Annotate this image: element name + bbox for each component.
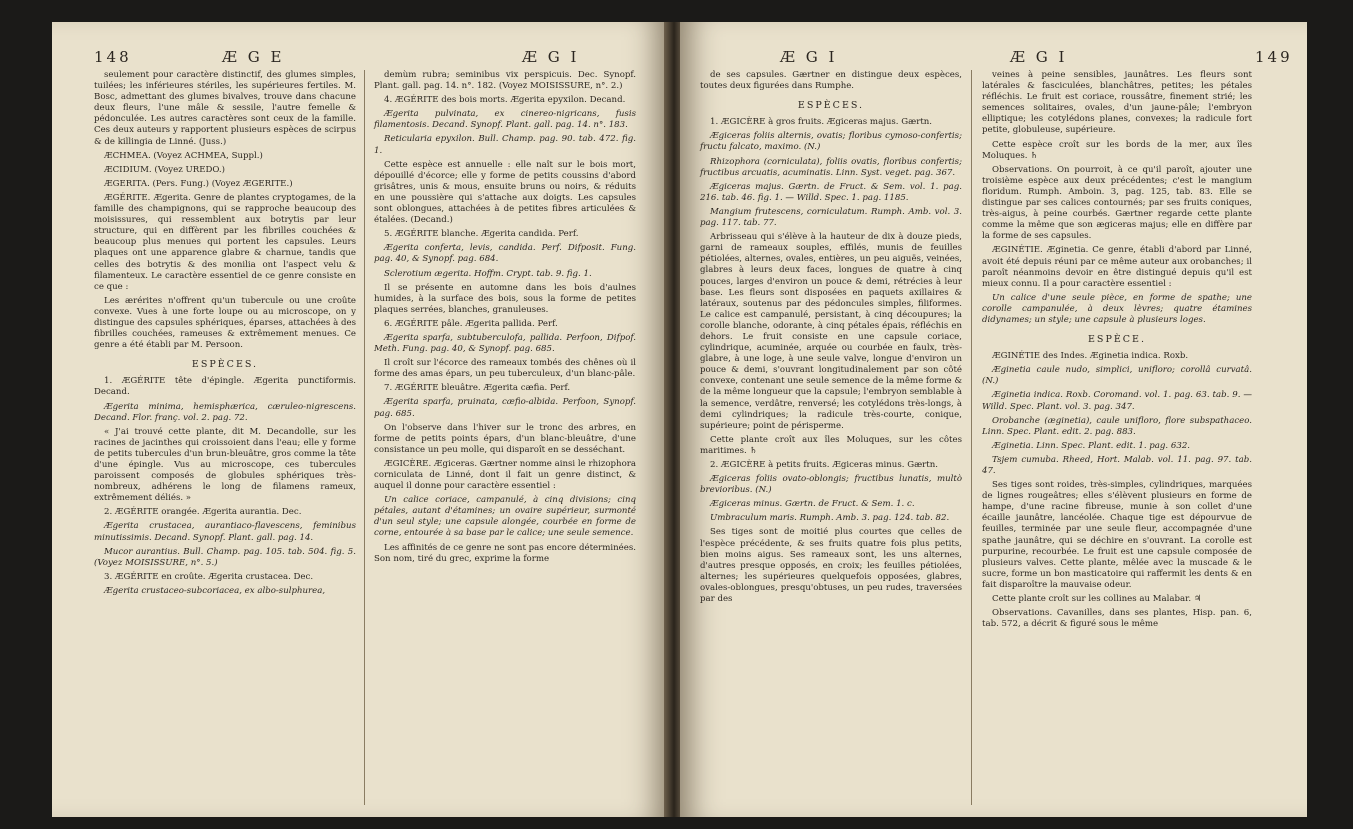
paragraph: ÆGÉRITE. Ægerita. Genre de plantes cryptogames, de la famille des champignons, qui se rapproche beaucoup des moisissures, qui ressemblent aux botrytis par leur structure, qui en diffèrent par les fibrilles couchées & beaucoup plus menues qui portent les capsules. Leurs plaques ont une apparence glabre & charnue, tandis que celles des botrytis & des monilia ont l'aspect velu & filamenteux. Le caractère essentiel de ce genre consiste en ce que : [94, 192, 356, 292]
column-rule [364, 70, 365, 805]
paragraph: Cette plante croît sur les collines au Malabar. ♃ [992, 594, 1202, 605]
paragraph: Ægiceras foliis alternis, ovatis; floribus cymoso-confertis; fructu falcato, maximo. (N.) [700, 131, 962, 153]
paragraph: Arbrisseau qui s'élève à la hauteur de dix à douze pieds, garni de rameaux souples, effilés, munis de feuilles pétiolées, alternes, ovales, entières, un peu aiguës, veinées, glabres à leurs deux faces, longues de quatre à cinq pouces, larges d'environ un pouce & demi, rétrécies à leur base. Les fleurs sont disposées en paquets axillaires & latéraux, soutenus par des pédoncules simples, filiformes. Le calice est campanulé, persistant, à cinq découpures; la corolle blanche, odorante, à cinq pétales épais, réfléchis en dehors. Le fruit consiste en une capsule coriace, cylindrique, acuminée, arquée ou courbée en faulx, très-glabre, à une loge, à une seule valve, longue d'environ un pouce & demi, s'ouvrant longitudinalement par son côté convexe, contenant une seule semence de la même forme & de la même longueur que la capsule; l'embryon semblable à la semence, verdâtre, renversé; les cotylédons très-longs, à demi cylindriques; la radicule très-courte, conique, supérieure; point de périsperme. [700, 232, 962, 431]
paragraph: Ægiceras minus. Gærtn. de Fruct. & Sem. 1. c. [710, 499, 915, 510]
paragraph: Observations. On pourroit, à ce qu'il paroît, ajouter une troisième espèce aux deux précédentes; c'est le mangium floridum. Rumph. Amboin. 3, pag. 125, tab. 83. Elle se distingue par ses calices contournés; par ses fruits coniques, très-aigus, à peine courbés. Gærtner regarde cette plante comme la même que son ægiceras majus; elle en diffère par la forme de ses capsules. [982, 164, 1252, 242]
right-column-2 [982, 70, 1252, 633]
paragraph: 3. ÆGÉRITE en croûte. Ægerita crustacea. Dec. [104, 571, 314, 582]
paragraph: Ægiceras majus. Gærtn. de Fruct. & Sem. vol. 1. pag. 216. tab. 46. fig. 1. — Willd. Spec. 1. pag. 1185. [700, 181, 962, 203]
paragraph: On l'observe dans l'hiver sur le tronc des arbres, en forme de petits points épars, d'un blanc-bleuâtre, d'une consistance un peu molle, qui disparoît en se desséchant. [374, 422, 636, 455]
paragraph: Rhizophora (corniculata), foliis ovatis, floribus confertis; fructibus arcuatis, acuminatis. Linn. Syst. veget. pag. 367. [700, 156, 962, 178]
paragraph: ÆGINÉTIE. Æginetia. Ce genre, établi d'abord par Linné, avoit été depuis réuni par ce même auteur aux orobanches; il paroît néanmoins devoir en être distingué depuis qu'il est mieux connu. Il a pour caractère essentiel : [982, 245, 1252, 289]
paragraph: Les affinités de ce genre ne sont pas encore déterminées. Son nom, tiré du grec, exprime la forme [374, 542, 636, 564]
left-header-left: Æ G E [222, 48, 285, 66]
paragraph: Ægerita conferta, levis, candida. Perf. Difposit. Fung. pag. 40, & Synopf. pag. 684. [374, 243, 636, 265]
paragraph: Les ærérites n'offrent qu'un tubercule ou une croûte convexe. Vues à une forte loupe ou au microscope, on y distingue des capsules sphériques, éparses, attachées à des fibrilles couchées, rameuses & extrêmement menues. Ce genre a été établi par M. Persoon. [94, 295, 356, 351]
paragraph: ESPÈCES. [191, 359, 259, 371]
paragraph: Orobanche (æginetia), caule unifloro, flore subspathaceo. Linn. Spec. Plant. edit. 2. pag. 883. [982, 415, 1252, 437]
paragraph: seulement pour caractère distinctif, des glumes simples, tuilées; les inférieures stériles, les supérieures fertiles. M. Bosc, admettant des glumes bivalves, trouve dans chacune deux fleurs, l'une mâle & sessile, l'autre femelle & pédonculée. Les autres caractères sont ceux de la famille. Ces deux auteurs y rapportent plusieurs espèces de scirpus & de killingia de Linné. (Juss.) [94, 70, 356, 147]
paragraph: « J'ai trouvé cette plante, dit M. Decandolle, sur les racines de jacinthes qui croissoient dans l'eau; elle y forme de petits tubercules d'un brun-bleuâtre, gros comme la tête d'une épingle. Vus au microscope, ces tubercules paroissent composés de globules sphériques très-nombreux, adhérens le long de filamens rameux, extrêmement déliés. » [94, 426, 356, 504]
right-header-left: Æ G I [780, 48, 838, 66]
paragraph: 6. ÆGÉRITE pâle. Ægerita pallida. Perf. [384, 318, 558, 329]
paragraph: Ægerita minima, hemisphærica, cæruleo-nigrescens. Decand. Flor. franç. vol. 2. pag. 72. [94, 401, 356, 423]
paragraph: Cette plante croît aux îles Moluques, sur les côtes maritimes. ♄ [700, 434, 962, 456]
paragraph: ESPÈCE. [1088, 334, 1146, 346]
paragraph: Cette espèce croît sur les bords de la mer, aux îles Moluques. ♄ [982, 139, 1252, 161]
paragraph: demùm rubra; seminibus vix perspicuis. Dec. Synopf. Plant. gall. pag. 14. n°. 182. (Voyez MOISISSURE, n°. 2.) [374, 70, 636, 92]
paragraph: Un calice coriace, campanulé, à cinq divisions; cinq pétales, autant d'étamines; un ovaire supérieur, surmonté d'un seul style; une capsule alongée, courbée en forme de corne, entourée à sa base par le calice; une seule semence. [374, 495, 636, 539]
paragraph: Ægerita sparfa, pruinata, cæfio-albida. Perfoon, Synopf. pag. 685. [374, 397, 636, 419]
paragraph: Ægerita pulvinata, ex cinereo-nigricans, fusis filamentosis. Decand. Synopf. Plant. gall. pag. 14. n°. 183. [374, 109, 636, 131]
paragraph: Ægerita crustacea, aurantiaco-flavescens, feminibus minutissimis. Decand. Synopf. Plant. gall. pag. 14. [94, 521, 356, 543]
left-page [52, 22, 667, 817]
right-header-right: Æ G I [1010, 48, 1068, 66]
paragraph: ÆGERITA. (Pers. Fung.) (Voyez ÆGERITE.) [104, 178, 293, 189]
paragraph: Sclerotium ægerita. Hoffm. Crypt. tab. 9. fig. 1. [384, 268, 592, 279]
paragraph: Il se présente en automne dans les bois d'aulnes humides, à la surface des bois, sous la forme de petites plaques serrées, blanches, granuleuses. [374, 282, 636, 315]
left-header-right: Æ G I [522, 48, 580, 66]
paragraph: Mangium frutescens, corniculatum. Rumph. Amb. vol. 3. pag. 117. tab. 77. [700, 206, 962, 229]
right-page [680, 22, 1307, 817]
paragraph: Ægerita crustaceo-subcoriacea, ex albo-sulphurea, [104, 585, 326, 596]
paragraph: ÆCIDIUM. (Voyez UREDO.) [104, 164, 226, 175]
paragraph: 1. ÆGÉRITE tête d'épingle. Ægerita punctiformis. Decand. [94, 376, 356, 398]
paragraph: veines à peine sensibles, jaunâtres. Les fleurs sont latérales & fasciculées, blanchâtres, petites; les pétales réfléchis. Le fruit est coriace, roussâtre, finement strié; les semences solitaires, ovales, d'un jaune-pâle; l'embryon elliptique; les cotylédons planes, convexes; la radicule fort petite, globuleuse, supérieure. [982, 70, 1252, 136]
right-column-1 [700, 70, 962, 608]
right-page-number: 149 [1255, 48, 1293, 66]
paragraph: Æginetia caule nudo, simplici, unifloro; corollâ curvatâ. (N.) [982, 365, 1252, 387]
paragraph: Ses tiges sont de moitié plus courtes que celles de l'espèce précédente, & ses fruits quatre fois plus petits, bien moins aigus. Ses rameaux sont, les uns alternes, d'autres presque opposés, en croix; les feuilles pétiolées, alternes; les supérieures quelquefois opposées, glabres, ovales-oblongues, presqu'obtuses, un peu rudes, traversées par des [700, 527, 962, 605]
paragraph: ÆCHMEA. (Voyez ACHMEA, Suppl.) [104, 150, 263, 161]
paragraph: 5. ÆGÉRITE blanche. Ægerita candida. Perf. [384, 229, 579, 240]
paragraph: Ægerita sparfa, subtuberculofa, pallida. Perfoon, Difpof. Meth. Fung. pag. 40, & Synopf. pag. 685. [374, 332, 636, 355]
paragraph: ESPÈCES. [797, 100, 865, 112]
paragraph: ÆGICÈRE. Ægiceras. Gærtner nomme ainsi le rhizophora corniculata de Linné, dont il fait un genre distinct, & auquel il donne pour caractère essentiel : [374, 458, 636, 492]
paragraph: Ægiceras foliis ovato-oblongis; fructibus lunatis, multò brevioribus. (N.) [700, 474, 962, 496]
left-column-1 [94, 70, 356, 600]
paragraph: Reticularia epyxilon. Bull. Champ. pag. 90. tab. 472. fig. 1. [374, 134, 636, 156]
paragraph: Æginetia. Linn. Spec. Plant. edit. 1. pag. 632. [992, 440, 1191, 451]
paragraph: de ses capsules. Gærtner en distingue deux espèces, toutes deux figurées dans Rumphe. [700, 70, 962, 92]
paragraph: Un calice d'une seule pièce, en forme de spathe; une corolle campanulée, à deux lèvres; quatre étamines didynames; un style; une capsule à plusieurs loges. [982, 292, 1252, 325]
paragraph: Tsjem cumuba. Rheed, Hort. Malab. vol. 11. pag. 97. tab. 47. [982, 454, 1252, 476]
paragraph: Mucor aurantius. Bull. Champ. pag. 105. tab. 504. fig. 5. (Voyez MOISISSURE, n°. 5.) [94, 546, 356, 568]
left-column-2 [374, 70, 636, 568]
paragraph: 7. ÆGÉRITE bleuâtre. Ægerita cæfia. Perf. [384, 383, 571, 394]
paragraph: Cette espèce est annuelle : elle naît sur le bois mort, dépouillé d'écorce; elle y forme de petits coussins d'abord grisâtres, unis & mous, ensuite bruns ou noirs, & réduits en une poussière qui s'attache aux doigts. Les capsules sont oblongues, attachées à de petites fibres articulées & étalées. (Decand.) [374, 159, 636, 226]
paragraph: Il croît sur l'écorce des rameaux tombés des chênes où il forme des amas épars, un peu tuberculeux, d'un blanc-pâle. [374, 358, 636, 380]
paragraph: Ses tiges sont roides, très-simples, cylindriques, marquées de lignes rougeâtres; elles s'élèvent plusieurs en forme de hampe, d'une racine fibreuse, munie à son collet d'une écaille jaunâtre, lancéolée. Chaque tige est dépourvue de feuilles, terminée par une seule fleur, accompagnée d'une spathe jaunâtre, qui se déchire en s'ouvrant. La corolle est purpurine, recourbée. Le fruit est une capsule composée de plusieurs valves. Cette plante, mêlée avec la muscade & le sucre, forme un bon masticatoire qui raffermit les dents & en fait disparoître la mauvaise odeur. [982, 480, 1252, 590]
paragraph: ÆGINÉTIE des Indes. Æginetia indica. Roxb. [992, 351, 1189, 362]
paragraph: 1. ÆGICÈRE à gros fruits. Ægiceras majus. Gærtn. [710, 117, 933, 128]
paragraph: Umbraculum maris. Rumph. Amb. 3. pag. 124. tab. 82. [710, 513, 950, 524]
paragraph: 2. ÆGICÈRE à petits fruits. Ægiceras minus. Gærtn. [710, 460, 938, 470]
column-rule [971, 70, 972, 805]
paragraph: Observations. Cavanilles, dans ses plantes, Hisp. pan. 6, tab. 572, a décrit & figuré sous le même [982, 608, 1252, 630]
book-spread [52, 22, 1307, 817]
left-page-number: 148 [94, 48, 132, 66]
paragraph: 4. ÆGÉRITE des bois morts. Ægerita epyxilon. Decand. [384, 95, 626, 106]
paragraph: Æginetia indica. Roxb. Coromand. vol. 1. pag. 63. tab. 9. — Willd. Spec. Plant. vol. 3. pag. 347. [982, 390, 1252, 412]
paragraph: 2. ÆGÉRITE orangée. Ægerita aurantia. Dec. [104, 507, 302, 518]
